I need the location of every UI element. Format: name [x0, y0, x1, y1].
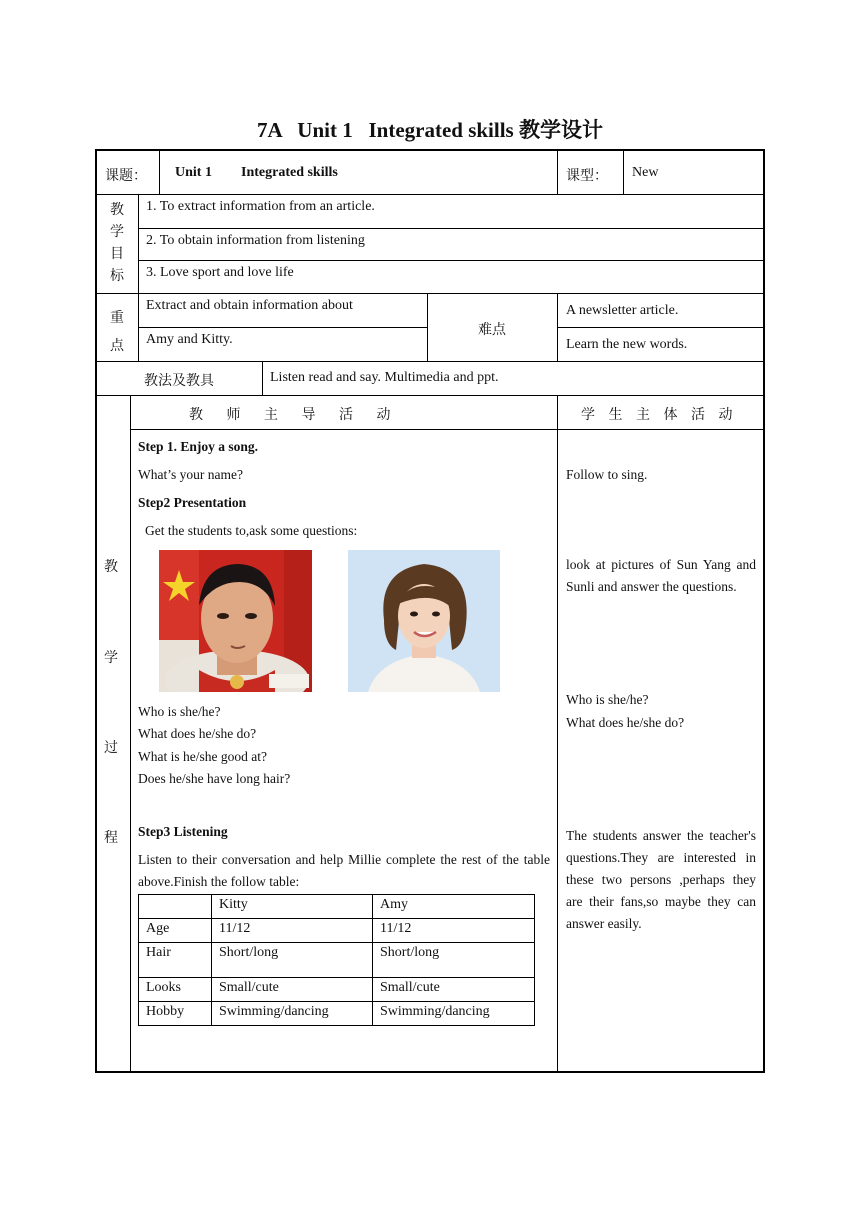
objective-3: 3. Love sport and love life — [146, 265, 294, 280]
row-divider — [557, 327, 764, 328]
step1-question: What’s your name? — [138, 467, 243, 482]
label-char: 目 — [110, 247, 124, 262]
table-row — [139, 943, 535, 978]
question-2: What does he/she do? — [138, 726, 257, 741]
process-char: 过 — [104, 741, 118, 756]
portrait-illustration-2 — [348, 550, 500, 692]
table-border-bottom — [95, 1071, 765, 1073]
col-divider — [130, 395, 131, 1072]
question-3: What is he/she good at? — [138, 749, 267, 764]
table-row — [139, 978, 535, 1002]
question-4: Does he/she have long hair? — [138, 771, 291, 786]
col-divider — [557, 293, 558, 361]
title-part: Integrated skills 教学设计 — [368, 118, 603, 142]
col-divider — [138, 194, 139, 361]
teacher-activity-header: 教 师 主 导 活 动 — [189, 408, 401, 423]
document-title — [0, 114, 860, 144]
type-label: 课型： — [566, 169, 608, 184]
student-activity-header: 学 生 主 体 活 动 — [581, 408, 738, 423]
table-cell: Age — [139, 919, 212, 943]
student-activity-2: look at pictures of Sun Yang and Sunli and answer the questions. — [566, 557, 756, 594]
difficulty-label: 难点 — [478, 323, 506, 338]
step1-title: Step 1. Enjoy a song. — [138, 439, 259, 454]
process-char: 学 — [104, 651, 118, 666]
table-header-cell: Kitty — [212, 895, 373, 919]
table-border-top — [95, 149, 765, 151]
table-cell: Hair — [139, 943, 212, 978]
col-divider — [557, 395, 558, 1072]
table-row — [139, 919, 535, 943]
listening-table — [138, 894, 535, 1026]
difficulty-1: A newsletter article. — [566, 303, 679, 318]
col-divider — [427, 293, 428, 361]
question-1: Who is she/he? — [138, 704, 221, 719]
label-char: 学 — [110, 225, 124, 240]
objectives-label — [100, 200, 134, 288]
row-divider — [138, 327, 428, 328]
table-cell: Small/cute — [212, 978, 373, 1002]
row-divider — [96, 293, 764, 294]
topic-label: 课题： — [105, 169, 147, 184]
topic-name: Integrated skills — [241, 165, 338, 180]
col-divider — [623, 150, 624, 194]
table-header-cell — [139, 895, 212, 919]
table-border-left — [95, 149, 97, 1073]
col-divider — [262, 361, 263, 395]
portrait-illustration-1 — [159, 550, 312, 692]
topic-unit: Unit 1 — [175, 165, 212, 180]
row-divider — [138, 260, 764, 261]
table-header-cell: Amy — [373, 895, 535, 919]
label-char: 点 — [110, 339, 124, 354]
row-divider — [96, 395, 764, 396]
col-divider — [557, 150, 558, 194]
key-points-label — [100, 305, 134, 361]
photo-sun-li — [348, 550, 500, 692]
student-activity-3b: What does he/she do? — [566, 715, 685, 730]
process-char: 程 — [104, 831, 118, 846]
step2-text: Get the students to,ask some questions: — [145, 523, 358, 538]
table-cell: Small/cute — [373, 978, 535, 1002]
table-cell: 11/12 — [373, 919, 535, 943]
label-char: 教 — [110, 203, 124, 218]
table-cell: Looks — [139, 978, 212, 1002]
table-cell: 11/12 — [212, 919, 373, 943]
table-cell: Short/long — [212, 943, 373, 978]
key-point-line-1: Extract and obtain information about — [146, 298, 353, 313]
table-cell: Swimming/dancing — [212, 1002, 373, 1026]
title-part: 7A — [257, 118, 282, 142]
key-point-line-2: Amy and Kitty. — [146, 332, 233, 347]
step3-title: Step3 Listening — [138, 824, 228, 839]
label-char: 重 — [110, 311, 124, 326]
table-cell: Hobby — [139, 1002, 212, 1026]
row-divider — [138, 228, 764, 229]
row-divider — [96, 194, 764, 195]
step2-title: Step2 Presentation — [138, 495, 247, 510]
student-activity-3a: Who is she/he? — [566, 692, 649, 707]
table-border-right — [763, 149, 765, 1073]
methods-label: 教法及教具 — [144, 374, 214, 389]
table-header-row — [139, 895, 535, 919]
table-cell: Short/long — [373, 943, 535, 978]
student-activity-1: Follow to sing. — [566, 467, 648, 482]
type-value: New — [632, 165, 659, 180]
table-row — [139, 1002, 535, 1026]
table-cell: Swimming/dancing — [373, 1002, 535, 1026]
row-divider — [130, 429, 764, 430]
photo-sun-yang — [159, 550, 312, 692]
step3-text: Listen to their conversation and help Millie complete the rest of the table above.Finish the follow table: — [138, 852, 550, 889]
objective-2: 2. To obtain information from listening — [146, 233, 365, 248]
student-activity-4: The students answer the teacher's questions.They are interested in these two persons ,perhaps they are their fans,so maybe they can answer easily. — [566, 828, 756, 931]
title-part: Unit 1 — [297, 118, 353, 142]
row-divider — [96, 361, 764, 362]
difficulty-2: Learn the new words. — [566, 337, 688, 352]
col-divider — [159, 150, 160, 194]
objective-1: 1. To extract information from an article. — [146, 199, 375, 214]
process-char: 教 — [104, 560, 118, 575]
methods-value: Listen read and say. Multimedia and ppt. — [270, 370, 499, 385]
label-char: 标 — [110, 269, 124, 284]
